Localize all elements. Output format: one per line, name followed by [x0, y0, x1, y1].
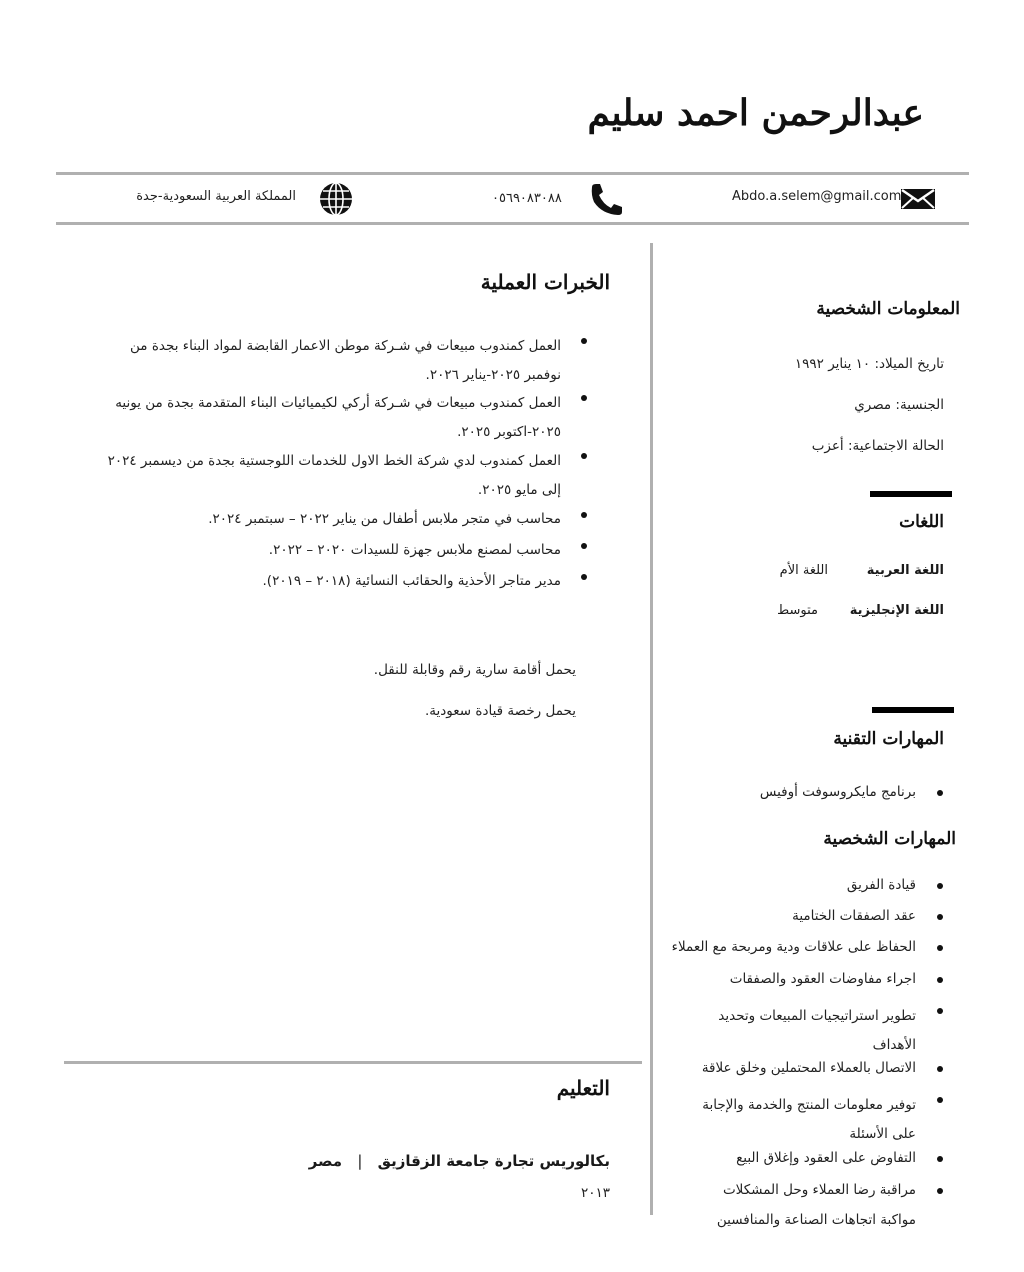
education-heading: التعليم	[556, 1076, 610, 1100]
soft-skill-item: توفير معلومات المنتج والخدمة والإجابة على الأسئلة	[702, 1097, 916, 1142]
education-separator: |	[357, 1152, 363, 1170]
globe-icon	[318, 182, 354, 220]
email-text: Abdo.a.selem@gmail.com	[732, 189, 902, 204]
bullet-5	[581, 543, 587, 549]
soft-skill-item: قيادة الفريق	[846, 877, 916, 893]
language-name: اللغة الإنجليزية	[849, 603, 944, 618]
bullet-4	[581, 512, 587, 518]
soft-bullet	[937, 1156, 943, 1162]
education-country: مصر	[308, 1152, 343, 1170]
note-residency: يحمل أقامة سارية رقم وقابلة للنقل.	[373, 662, 576, 678]
soft-skill-item: عقد الصفقات الختامية	[792, 908, 916, 924]
phone-icon	[588, 182, 624, 220]
personal-nationality: الجنسية: مصري	[854, 397, 944, 413]
soft-skill-item: تطوير استراتيجيات المبيعات وتحديد الأهداف	[718, 1008, 916, 1053]
soft-bullet	[937, 1097, 943, 1103]
tech-skills-heading: المهارات التقنية	[833, 729, 944, 749]
bullet-3	[581, 453, 587, 459]
bullet-6	[581, 574, 587, 580]
column-divider	[650, 243, 653, 1215]
candidate-name: عبدالرحمن احمد سليم	[587, 92, 924, 134]
header-bottom-divider	[56, 222, 969, 225]
education-divider	[64, 1061, 642, 1064]
soft-bullet	[937, 945, 943, 951]
soft-skill-trailing: مواكبة اتجاهات الصناعة والمنافسين	[716, 1212, 916, 1228]
experience-item: العمل كمندوب مبيعات في شـركة موطن الاعمار القابضة لمواد البناء بجدة من نوفمبر ٢٠٢٥-يناير ٢٠٢٦.	[130, 338, 561, 383]
soft-bullet	[937, 1066, 943, 1072]
soft-skill-item: اجراء مفاوضات العقود والصفقات	[729, 971, 916, 987]
note-license: يحمل رخصة قيادة سعودية.	[424, 703, 576, 719]
envelope-icon	[900, 188, 936, 214]
language-level: اللغة الأم	[779, 563, 828, 578]
education-degree: بكالوريس تجارة جامعة الزقازيق	[377, 1152, 610, 1170]
phone-text: ٠٥٦٩٠٨٣٠٨٨	[492, 191, 562, 206]
soft-bullet	[937, 1008, 943, 1014]
tech-bullet	[937, 790, 943, 796]
soft-skill-item: مراقبة رضا العملاء وحل المشكلات	[722, 1182, 916, 1198]
personal-marital: الحالة الاجتماعية: أعزب	[811, 438, 944, 454]
bullet-1	[581, 338, 587, 344]
personal-birthdate: تاريخ الميلاد: ١٠ يناير ١٩٩٢	[794, 356, 944, 372]
soft-skill-item: الحفاظ على علاقات ودية ومربحة مع العملاء	[671, 939, 916, 955]
soft-skills-heading: المهارات الشخصية	[823, 829, 956, 849]
experience-item: مدير متاجر الأحذية والحقائب النسائية (٢٠١٨ – ٢٠١٩).	[262, 573, 561, 589]
language-level: متوسط	[777, 603, 818, 618]
tech-skill-item: برنامج مايكروسوفت أوفيس	[759, 784, 916, 800]
experience-item: محاسب في متجر ملابس أطفال من يناير ٢٠٢٢ – سبتمبر ٢٠٢٤.	[208, 511, 561, 527]
education-line	[210, 1152, 610, 1170]
experience-item: محاسب لمصنع ملابس جهزة للسيدات ٢٠٢٠ – ٢٠٢٢.	[268, 542, 561, 558]
experience-item: العمل كمندوب لدي شركة الخط الاول للخدمات اللوجستية بجدة من ديسمبر ٢٠٢٤ إلى مايو ٢٠٢٥.	[107, 453, 561, 498]
experience-heading: الخبرات العملية	[480, 270, 610, 294]
education-year: ٢٠١٣	[580, 1185, 610, 1201]
soft-bullet	[937, 883, 943, 889]
languages-heading: اللغات	[899, 512, 944, 532]
location-text: المملكة العربية السعودية-جدة	[136, 189, 296, 204]
tech-skills-accent-bar	[872, 707, 954, 713]
soft-skill-item: التفاوض على العقود وإغلاق البيع	[736, 1150, 916, 1166]
soft-bullet	[937, 1188, 943, 1194]
soft-bullet	[937, 977, 943, 983]
personal-heading: المعلومات الشخصية	[816, 299, 960, 319]
header-top-divider	[56, 172, 969, 175]
soft-bullet	[937, 914, 943, 920]
languages-accent-bar	[870, 491, 952, 497]
soft-skill-item: الاتصال بالعملاء المحتملين وخلق علاقة	[701, 1060, 916, 1076]
bullet-2	[581, 395, 587, 401]
experience-item: العمل كمندوب مبيعات في شـركة أركي لكيميائيات البناء المتقدمة بجدة من يونيه ٢٠٢٥-اكتوبر ٢٠٢٥.	[115, 395, 561, 440]
language-name: اللغة العربية	[866, 563, 944, 578]
